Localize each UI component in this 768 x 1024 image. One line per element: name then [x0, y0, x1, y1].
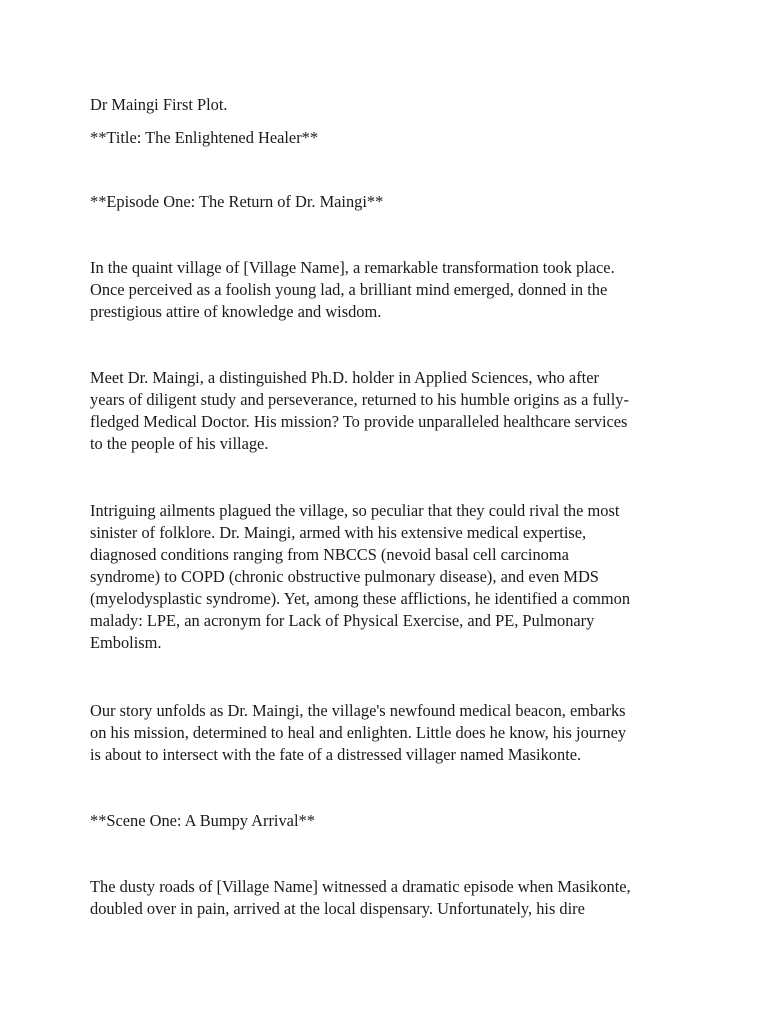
paragraph-line: Meet Dr. Maingi, a distinguished Ph.D. holder in Applied Sciences, who after	[90, 368, 599, 387]
paragraph-line: fledged Medical Doctor. His mission? To provide unparalleled healthcare services	[90, 412, 628, 431]
document-heading: Dr Maingi First Plot.	[90, 95, 228, 114]
paragraph-line: diagnosed conditions ranging from NBCCS (nevoid basal cell carcinoma	[90, 545, 569, 564]
paragraph-line: The dusty roads of [Village Name] witnessed a dramatic episode when Masikonte,	[90, 877, 631, 896]
paragraph-line: Embolism.	[90, 633, 162, 652]
paragraph-line: malady: LPE, an acronym for Lack of Physical Exercise, and PE, Pulmonary	[90, 611, 595, 630]
paragraph-line: doubled over in pain, arrived at the local dispensary. Unfortunately, his dire	[90, 899, 585, 918]
paragraph-line: to the people of his village.	[90, 434, 269, 453]
paragraph-line: on his mission, determined to heal and enlighten. Little does he know, his journey	[90, 723, 627, 742]
paragraph-line: In the quaint village of [Village Name], a remarkable transformation took place.	[90, 258, 615, 277]
paragraph-line: sinister of folklore. Dr. Maingi, armed with his extensive medical expertise,	[90, 523, 587, 542]
paragraph-line: is about to intersect with the fate of a distressed villager named Masikonte.	[90, 745, 582, 764]
paragraph-line: Our story unfolds as Dr. Maingi, the village's newfound medical beacon, embarks	[90, 701, 626, 720]
paragraph-line: (myelodysplastic syndrome). Yet, among these afflictions, he identified a common	[90, 589, 631, 608]
scene-heading: **Scene One: A Bumpy Arrival**	[90, 811, 315, 830]
paragraph-line: Once perceived as a foolish young lad, a brilliant mind emerged, donned in the	[90, 280, 608, 299]
episode-heading: **Episode One: The Return of Dr. Maingi**	[90, 192, 384, 211]
paragraph-line: prestigious attire of knowledge and wisdom.	[90, 302, 382, 321]
paragraph-line: syndrome) to COPD (chronic obstructive pulmonary disease), and even MDS	[90, 567, 599, 586]
document-title: **Title: The Enlightened Healer**	[90, 128, 319, 147]
paragraph-line: Intriguing ailments plagued the village, so peculiar that they could rival the most	[90, 501, 620, 520]
paragraph-line: years of diligent study and perseverance, returned to his humble origins as a fully-	[90, 390, 629, 409]
